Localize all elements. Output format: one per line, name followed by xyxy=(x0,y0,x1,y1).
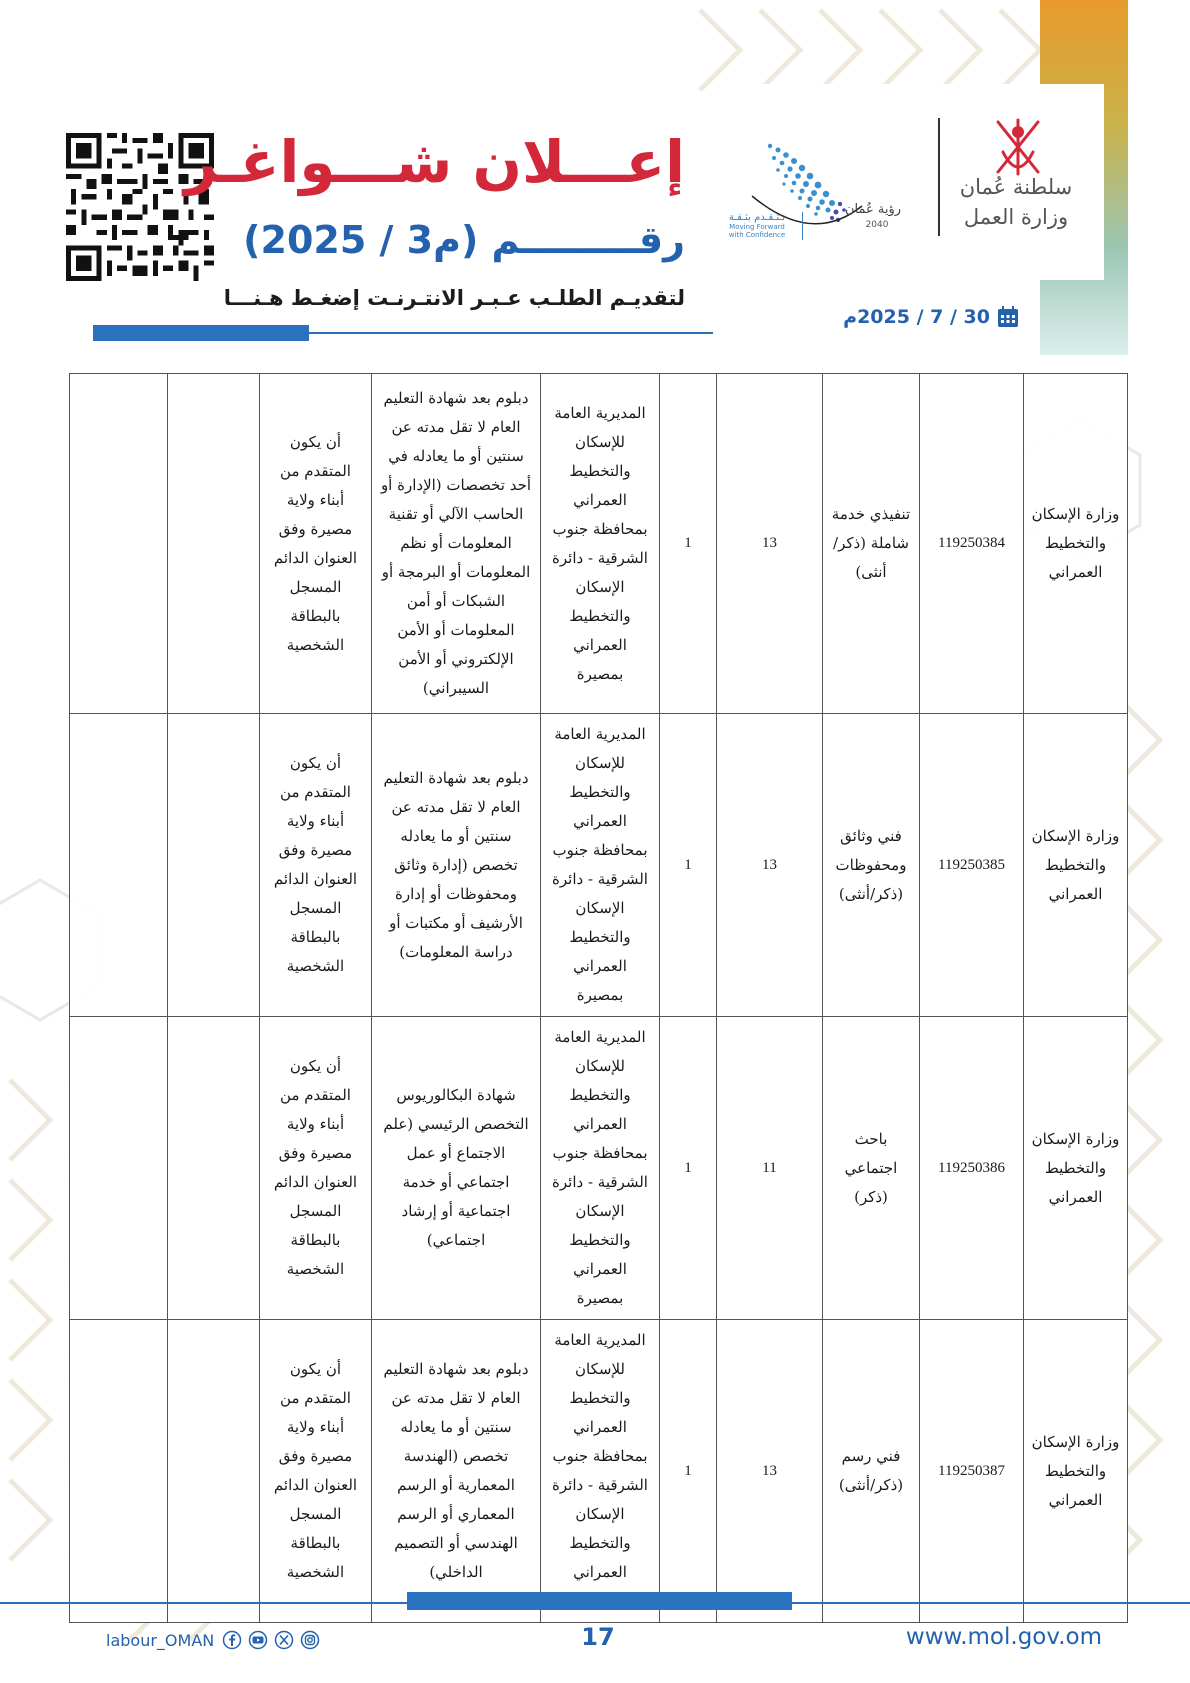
youtube-icon[interactable] xyxy=(248,1630,268,1650)
ministry-name-line1: سلطنة عُمان xyxy=(959,175,1073,199)
header-divider-accent xyxy=(93,325,309,341)
entity-cell: وزارة الإسكان والتخطيط العمراني xyxy=(1024,1017,1128,1320)
empty-cell xyxy=(70,1017,168,1320)
ministry-name-line2: وزارة العمل xyxy=(963,205,1069,229)
footer-accent-bar xyxy=(407,1592,792,1610)
entity-cell: وزارة الإسكان والتخطيط العمراني xyxy=(1024,714,1128,1017)
grade-cell: 13 xyxy=(717,374,823,714)
job-title-cell: تنفيذي خدمة شاملة (ذكر/أنثى) xyxy=(823,374,920,714)
job-title-cell: فني وثائق ومحفوظات (ذكر/أنثى) xyxy=(823,714,920,1017)
table-row xyxy=(70,1017,1128,1320)
empty-cell xyxy=(168,714,260,1017)
announcement-number: رقـــــــــم (م3 / 2025) xyxy=(243,218,685,262)
empty-cell xyxy=(168,1017,260,1320)
entity-cell: وزارة الإسكان والتخطيط العمراني xyxy=(1024,1320,1128,1623)
count-cell: 1 xyxy=(660,374,717,714)
announcement-date: 30 / 7 / 2025م xyxy=(843,306,990,328)
social-links xyxy=(106,1628,320,1652)
location-cell: المديرية العامة للإسكان والتخطيط العمراني بمحافظة جنوب الشرقية - دائرة الإسكان والتخطيط العمراني بمصيرة xyxy=(541,714,660,1017)
count-cell: 1 xyxy=(660,714,717,1017)
job-code-cell: 119250385 xyxy=(920,714,1024,1017)
condition-cell: أن يكون المتقدم من أبناء ولاية مصيرة وفق العنوان الدائم المسجل بالبطاقة الشخصية xyxy=(260,714,372,1017)
condition-cell: أن يكون المتقدم من أبناء ولاية مصيرة وفق العنوان الدائم المسجل بالبطاقة الشخصية xyxy=(260,1017,372,1320)
vision-tagline-en-line1: Moving Forward xyxy=(729,223,785,231)
date-block xyxy=(840,302,1020,332)
vision-tagline-en-line2: with Confidence xyxy=(728,231,786,239)
page-title: إعـــلان شـــواغـر xyxy=(184,128,685,196)
page-number: 17 xyxy=(581,1623,615,1651)
grade-cell: 13 xyxy=(717,714,823,1017)
job-title-cell: باحث اجتماعي (ذكر) xyxy=(823,1017,920,1320)
location-cell: المديرية العامة للإسكان والتخطيط العمراني بمحافظة جنوب الشرقية - دائرة الإسكان والتخطيط العمراني بمصيرة xyxy=(541,374,660,714)
empty-cell xyxy=(70,1320,168,1623)
job-code-cell: 119250387 xyxy=(920,1320,1024,1623)
condition-cell: أن يكون المتقدم من أبناء ولاية مصيرة وفق العنوان الدائم المسجل بالبطاقة الشخصية xyxy=(260,374,372,714)
job-title-cell: فني رسم (ذكر/أنثى) xyxy=(823,1320,920,1623)
logo-divider xyxy=(938,118,940,236)
table-row xyxy=(70,714,1128,1017)
table-row xyxy=(70,1320,1128,1623)
qualification-cell: دبلوم بعد شهادة التعليم العام لا تقل مدته عن سنتين أو ما يعادله تخصص (الهندسة المعمارية أو الرسم المعماري أو الرسم الهندسي أو التصميم الداخلي) xyxy=(372,1320,541,1623)
entity-cell: وزارة الإسكان والتخطيط العمراني xyxy=(1024,374,1128,714)
empty-cell xyxy=(70,374,168,714)
ministry-name xyxy=(952,172,1080,232)
vision-year: 2040 xyxy=(865,220,889,230)
job-code-cell: 119250384 xyxy=(920,374,1024,714)
count-cell: 1 xyxy=(660,1017,717,1320)
qualification-cell: دبلوم بعد شهادة التعليم العام لا تقل مدته عن سنتين أو ما يعادله تخصص (إدارة وثائق ومحفوظات أو إدارة الأرشيف أو مكتبات أو دراسة المعلومات) xyxy=(372,714,541,1017)
empty-cell xyxy=(70,714,168,1017)
grade-cell: 11 xyxy=(717,1017,823,1320)
vision-tagline-en xyxy=(722,223,792,239)
location-cell: المديرية العامة للإسكان والتخطيط العمراني بمحافظة جنوب الشرقية - دائرة الإسكان والتخطيط العمراني بمصيرة xyxy=(541,1017,660,1320)
condition-cell: أن يكون المتقدم من أبناء ولاية مصيرة وفق العنوان الدائم المسجل بالبطاقة الشخصية xyxy=(260,1320,372,1623)
vision-tagline-ar: نـتـقـدم بثـقـة xyxy=(728,212,786,223)
count-cell: 1 xyxy=(660,1320,717,1623)
website-link[interactable]: www.mol.gov.om xyxy=(905,1624,1102,1650)
job-code-cell: 119250386 xyxy=(920,1017,1024,1320)
calendar-icon xyxy=(996,305,1020,329)
grade-cell: 13 xyxy=(717,1320,823,1623)
qualification-cell: دبلوم بعد شهادة التعليم العام لا تقل مدته عن سنتين أو ما يعادله في أحد تخصصات (الإدارة أو الحاسب الآلي أو تقنية المعلومات أو نظم المعلومات أو البرمجة أو الشبكات أو أمن المعلومات أو الأمن الإلكتروني أو الأمن السيبراني) xyxy=(372,374,541,714)
table-row xyxy=(70,374,1128,714)
social-handle[interactable]: labour_OMAN xyxy=(106,1630,215,1650)
empty-cell xyxy=(168,374,260,714)
x-icon[interactable] xyxy=(274,1630,294,1650)
facebook-icon[interactable] xyxy=(222,1630,242,1650)
location-cell: المديرية العامة للإسكان والتخطيط العمراني بمحافظة جنوب الشرقية - دائرة الإسكان والتخطيط العمراني xyxy=(541,1320,660,1623)
qualification-cell: شهادة البكالوريوس التخصص الرئيسي (علم الاجتماع أو عمل اجتماعي أو خدمة اجتماعية أو إرشاد اجتماعي) xyxy=(372,1017,541,1320)
empty-cell xyxy=(168,1320,260,1623)
instagram-icon[interactable] xyxy=(300,1630,320,1650)
vacancies-table xyxy=(69,373,1128,1623)
vision-name: رؤية عُمان xyxy=(844,202,902,217)
apply-online-link[interactable]: لتقديـم الطلـب عـبـر الانتـرنـت إضغـط هـنـــا xyxy=(223,286,685,310)
